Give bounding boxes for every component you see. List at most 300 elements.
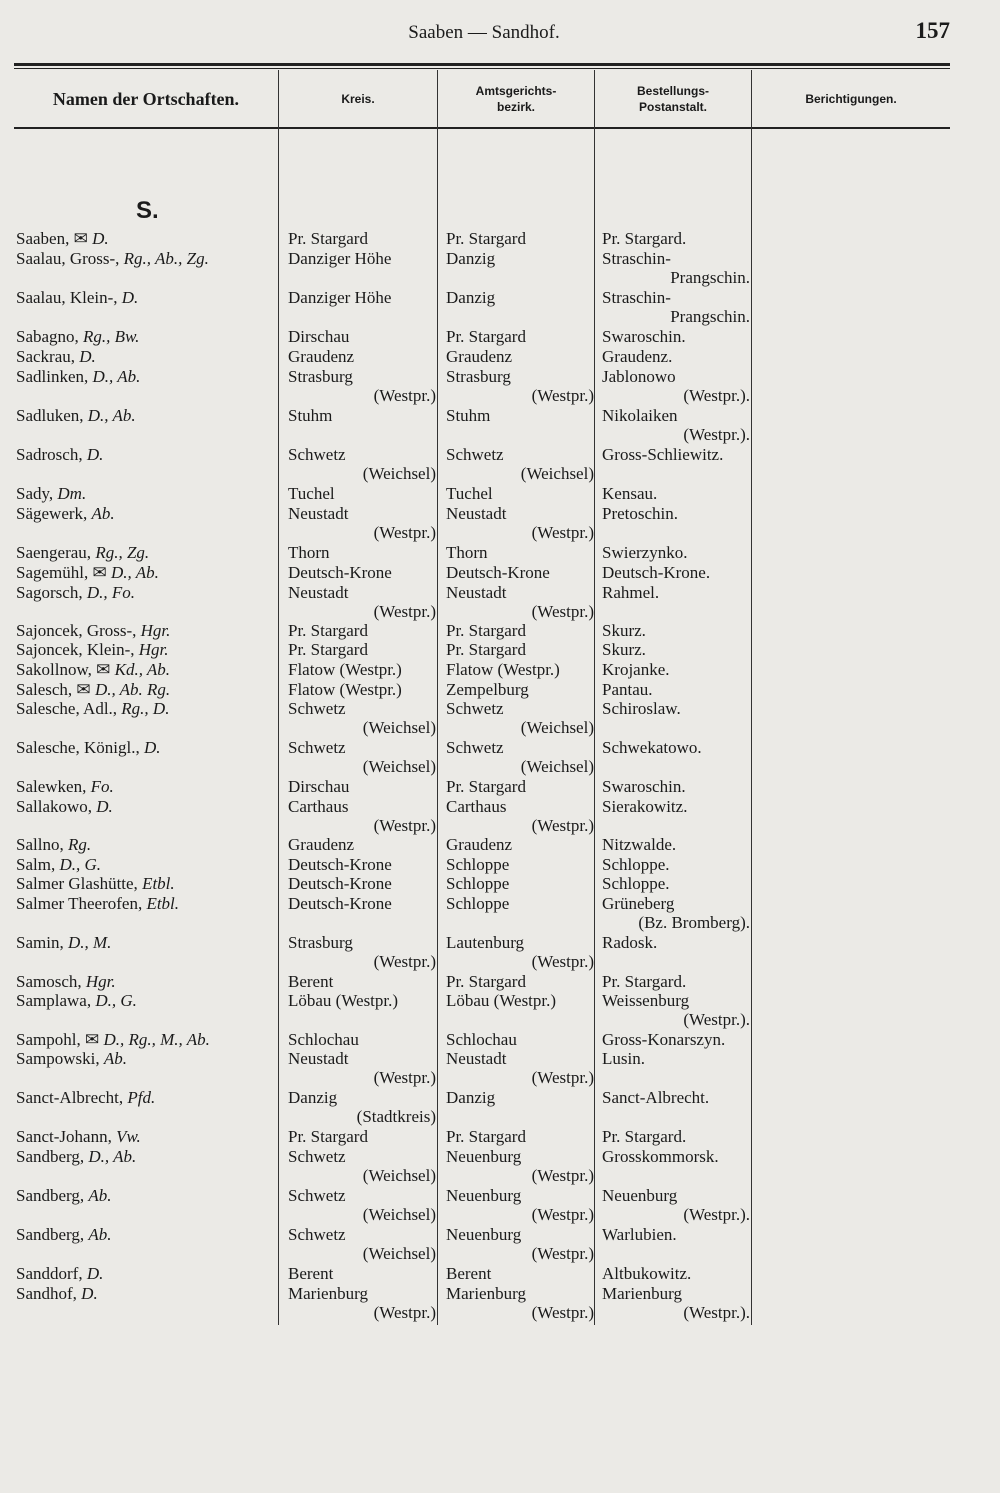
amtsgericht-cell-line: (Westpr.) [531, 1303, 594, 1322]
amtsgericht-cell-line: Neustadt [446, 504, 507, 523]
kreis-cell-line: Deutsch-Krone [288, 874, 392, 893]
amtsgericht-cell [446, 1147, 594, 1185]
place-name [16, 835, 276, 854]
kreis-cell-line: Strasburg [288, 933, 353, 952]
place-name-text: Sajoncek, Gross-, [16, 621, 141, 640]
post-office-cell-line: Straschin- [602, 249, 671, 268]
amtsgericht-cell-line: Schloppe [446, 855, 510, 874]
place-type-abbrev: Etbl. [146, 894, 180, 913]
place-name [16, 855, 276, 874]
amtsgericht-cell [446, 797, 594, 835]
kreis-cell [288, 367, 436, 405]
amtsgericht-cell [446, 621, 594, 640]
place-type-abbrev: Rg., Ab., Zg. [123, 249, 209, 268]
amtsgericht-cell-line: Strasburg [446, 367, 511, 386]
post-office-cell [602, 504, 750, 523]
place-type-abbrev: Hgr. [85, 972, 116, 991]
kreis-cell [288, 738, 436, 776]
post-office-cell-line: Sierakowitz. [602, 797, 688, 816]
amtsgericht-cell [446, 1030, 594, 1049]
kreis-cell [288, 1088, 436, 1126]
kreis-cell [288, 972, 436, 991]
post-office-cell-line: Neuenburg [602, 1186, 678, 1205]
column-header-berichtigungen: Berichtigungen. [805, 91, 897, 106]
page-number: 157 [915, 18, 950, 43]
place-name-text: Sackrau, [16, 347, 80, 366]
amtsgericht-cell [446, 874, 594, 893]
header-rule-bottom [14, 127, 950, 129]
place-name-text: Sägewerk, [16, 504, 92, 523]
place-name [16, 680, 276, 699]
place-type-abbrev: Pfd. [127, 1088, 156, 1107]
kreis-cell-line: Schlochau [288, 1030, 359, 1049]
amtsgericht-cell-line: (Westpr.) [531, 816, 594, 835]
kreis-cell-line: (Westpr.) [373, 952, 436, 971]
amtsgericht-cell [446, 445, 594, 483]
post-office-cell-line: Swierzynko. [602, 543, 688, 562]
kreis-cell [288, 874, 436, 893]
post-office-cell [602, 777, 750, 796]
kreis-cell-line: Pr. Stargard [288, 229, 368, 248]
place-type-abbrev: D. [79, 347, 96, 366]
kreis-cell-line: Dirschau [288, 777, 350, 796]
amtsgericht-cell [446, 1088, 594, 1107]
amtsgericht-cell-line: Neuenburg [446, 1186, 522, 1205]
kreis-cell-line: Berent [288, 972, 334, 991]
post-office-cell [602, 1225, 750, 1244]
place-type-abbrev: D., G. [95, 991, 137, 1010]
post-office-cell [602, 640, 750, 659]
post-office-cell [602, 680, 750, 699]
kreis-cell-line: (Weichsel) [362, 1166, 436, 1185]
post-office-cell [602, 1030, 750, 1049]
post-office-cell-line: Sanct-Albrecht. [602, 1088, 710, 1107]
place-type-abbrev: Hgr. [140, 621, 171, 640]
page-header-title: Saaben — Sandhof. [408, 22, 560, 43]
kreis-cell-line: (Stadtkreis) [356, 1107, 436, 1126]
amtsgericht-cell [446, 1049, 594, 1087]
kreis-cell [288, 406, 436, 425]
place-name [16, 1186, 276, 1205]
column-divider [594, 70, 595, 1325]
place-name [16, 1147, 276, 1166]
place-name [16, 991, 276, 1010]
place-name-text: Sagorsch, [16, 583, 87, 602]
kreis-cell-line: Flatow (Westpr.) [288, 680, 402, 699]
place-name-text: Sanct-Johann, [16, 1127, 117, 1146]
kreis-cell-line: (Westpr.) [373, 523, 436, 542]
place-type-abbrev: D. [86, 445, 104, 464]
place-name [16, 367, 276, 386]
post-office-cell-line: Schloppe. [602, 855, 670, 874]
place-name-text: Sampowski, [16, 1049, 104, 1068]
post-office-cell [602, 835, 750, 854]
kreis-cell-line: Thorn [288, 543, 330, 562]
amtsgericht-cell-line: Flatow (Westpr.) [446, 660, 560, 679]
amtsgericht-cell-line: (Westpr.) [531, 1244, 594, 1263]
amtsgericht-cell-line: (Westpr.) [531, 952, 594, 971]
place-name-text: Samplawa, [16, 991, 96, 1010]
place-name-text: Sandhof, [16, 1284, 82, 1303]
kreis-cell-line: Berent [288, 1264, 334, 1283]
place-type-abbrev: Ab. [91, 504, 115, 523]
amtsgericht-cell-line: Schwetz [446, 445, 504, 464]
post-office-cell [602, 367, 750, 405]
place-name [16, 738, 276, 757]
amtsgericht-cell [446, 347, 594, 366]
amtsgericht-cell-line: Pr. Stargard [446, 327, 526, 346]
post-office-cell [602, 484, 750, 503]
place-name [16, 1127, 276, 1146]
post-office-cell [602, 249, 750, 287]
kreis-cell [288, 660, 436, 679]
place-name-text: Sakollnow, ✉ [16, 660, 115, 679]
amtsgericht-cell-line: Danzig [446, 1088, 496, 1107]
place-name-text: Sampohl, ✉ [16, 1030, 104, 1049]
place-name-text: Sandberg, [16, 1225, 89, 1244]
kreis-cell-line: Danziger Höhe [288, 249, 392, 268]
post-office-cell [602, 1284, 750, 1322]
amtsgericht-cell [446, 484, 594, 503]
amtsgericht-cell [446, 1186, 594, 1224]
amtsgericht-cell [446, 249, 594, 268]
post-office-cell-line: (Westpr.). [683, 425, 750, 444]
kreis-cell-line: Neustadt [288, 583, 349, 602]
place-name [16, 660, 276, 679]
amtsgericht-cell [446, 327, 594, 346]
kreis-cell [288, 583, 436, 621]
place-name-text: Samosch, [16, 972, 86, 991]
place-name-text: Salesche, Königl., [16, 738, 144, 757]
post-office-cell-line: Marienburg [602, 1284, 682, 1303]
kreis-cell [288, 1049, 436, 1087]
place-type-abbrev: D., G. [59, 855, 102, 874]
post-office-cell-line: Warlubien. [602, 1225, 677, 1244]
place-name-text: Sadluken, [16, 406, 88, 425]
place-type-abbrev: Fo. [90, 777, 114, 796]
amtsgericht-cell-line: Stuhm [446, 406, 491, 425]
post-office-cell-line: (Bz. Bromberg). [638, 913, 750, 932]
kreis-cell-line: (Westpr.) [373, 386, 436, 405]
kreis-cell [288, 249, 436, 268]
post-office-cell [602, 933, 750, 952]
post-office-cell-line: Pantau. [602, 680, 653, 699]
post-office-cell [602, 406, 750, 444]
kreis-cell-line: Deutsch-Krone [288, 563, 392, 582]
place-name-text: Sanct-Albrecht, [16, 1088, 128, 1107]
kreis-cell-line: Graudenz [288, 347, 355, 366]
kreis-cell-line: Pr. Stargard [288, 640, 368, 659]
place-name-text: Sady, [16, 484, 58, 503]
kreis-cell-line: (Westpr.) [373, 602, 436, 621]
kreis-cell-line: Schwetz [288, 1147, 346, 1166]
amtsgericht-cell-line: Carthaus [446, 797, 507, 816]
kreis-cell [288, 445, 436, 483]
kreis-cell-line: Schwetz [288, 445, 346, 464]
place-name [16, 797, 276, 816]
place-type-abbrev: Etbl. [142, 874, 175, 893]
place-type-abbrev: D., Fo. [86, 583, 135, 602]
place-type-abbrev: D., M. [67, 933, 112, 952]
kreis-cell [288, 1225, 436, 1263]
amtsgericht-cell-line: (Westpr.) [531, 523, 594, 542]
post-office-cell [602, 347, 750, 366]
amtsgericht-cell-line: Pr. Stargard [446, 777, 526, 796]
place-name [16, 347, 276, 366]
kreis-cell-line: (Weichsel) [362, 757, 436, 776]
kreis-cell [288, 1264, 436, 1283]
kreis-cell-line: (Westpr.) [373, 1303, 436, 1322]
amtsgericht-cell-line: Schloppe [446, 874, 510, 893]
amtsgericht-cell-line: Neuenburg [446, 1225, 522, 1244]
amtsgericht-cell [446, 835, 594, 854]
column-header-post: Bestellungs- Postanstalt. [636, 83, 709, 114]
place-name [16, 583, 276, 602]
amtsgericht-cell-line: Schwetz [446, 699, 504, 718]
kreis-cell-line: Deutsch-Krone [288, 894, 392, 913]
amtsgericht-cell [446, 543, 594, 562]
section-letter: S. [136, 197, 159, 224]
place-name-text: Sabagno, [16, 327, 84, 346]
place-name-text: Salesche, Adl., [16, 699, 122, 718]
kreis-cell-line: (Weichsel) [362, 718, 436, 737]
place-name-text: Sadlinken, [16, 367, 93, 386]
place-name [16, 777, 276, 796]
amtsgericht-cell [446, 855, 594, 874]
post-office-cell-line: Pr. Stargard. [602, 229, 687, 248]
place-name-text: Sandberg, [16, 1147, 89, 1166]
post-office-cell-line: Weissenburg [602, 991, 690, 1010]
place-name-text: Salmer Theerofen, [16, 894, 147, 913]
place-type-abbrev: Vw. [116, 1127, 141, 1146]
kreis-cell-line: Schwetz [288, 1186, 346, 1205]
place-name [16, 249, 276, 268]
place-type-abbrev: D., Ab. [92, 367, 141, 386]
place-name [16, 1264, 276, 1283]
post-office-cell [602, 972, 750, 991]
header-rule-thin [14, 68, 950, 69]
amtsgericht-cell-line: Deutsch-Krone [446, 563, 550, 582]
place-name [16, 1225, 276, 1244]
post-office-cell-line: Altbukowitz. [602, 1264, 692, 1283]
place-name [16, 445, 276, 464]
post-office-cell-line: Graudenz. [602, 347, 673, 366]
kreis-cell [288, 327, 436, 346]
kreis-cell [288, 563, 436, 582]
place-type-abbrev: Rg., Bw. [83, 327, 140, 346]
kreis-cell-line: Schwetz [288, 738, 346, 757]
amtsgericht-cell-line: (Weichsel) [520, 464, 594, 483]
place-type-abbrev: D., Ab. Rg. [94, 680, 171, 699]
place-name [16, 406, 276, 425]
amtsgericht-cell-line: Pr. Stargard [446, 621, 526, 640]
post-office-cell-line: Prangschin. [670, 307, 750, 326]
column-header-amtsgericht: Amtsgerichts- bezirk. [475, 83, 557, 114]
place-name-text: Salesch, ✉ [16, 680, 95, 699]
place-type-abbrev: D. [86, 1264, 104, 1283]
amtsgericht-cell-line: Neuenburg [446, 1147, 522, 1166]
place-name-text: Sandberg, [16, 1186, 89, 1205]
amtsgericht-cell [446, 699, 594, 737]
post-office-cell-line: Skurz. [602, 640, 646, 659]
kreis-cell-line: (Weichsel) [362, 1205, 436, 1224]
kreis-cell [288, 933, 436, 971]
place-type-abbrev: Rg. [67, 835, 92, 854]
place-name [16, 229, 276, 248]
post-office-cell [602, 563, 750, 582]
kreis-cell-line: Pr. Stargard [288, 621, 368, 640]
amtsgericht-cell-line: (Westpr.) [531, 1166, 594, 1185]
kreis-cell-line: Pr. Stargard [288, 1127, 368, 1146]
post-office-cell-line: Schwekatowo. [602, 738, 702, 757]
place-name [16, 327, 276, 346]
kreis-cell-line: Tuchel [288, 484, 335, 503]
amtsgericht-cell [446, 933, 594, 971]
place-name-text: Saaben, ✉ [16, 229, 93, 248]
post-office-cell [602, 855, 750, 874]
kreis-cell [288, 1186, 436, 1224]
amtsgericht-cell-line: Neustadt [446, 583, 507, 602]
post-office-cell [602, 738, 750, 757]
post-office-cell-line: (Westpr.). [683, 1303, 750, 1322]
kreis-cell-line: Strasburg [288, 367, 353, 386]
place-name-text: Sallno, [16, 835, 68, 854]
post-office-cell-line: Pr. Stargard. [602, 972, 687, 991]
place-type-abbrev: Dm. [57, 484, 87, 503]
amtsgericht-cell [446, 777, 594, 796]
kreis-cell [288, 1127, 436, 1146]
kreis-cell-line: Schwetz [288, 699, 346, 718]
post-office-cell-line: (Westpr.). [683, 386, 750, 405]
place-name [16, 484, 276, 503]
amtsgericht-cell [446, 1264, 594, 1283]
post-office-cell [602, 1147, 750, 1166]
kreis-cell [288, 991, 436, 1010]
post-office-cell-line: Skurz. [602, 621, 646, 640]
kreis-cell-line: Graudenz [288, 835, 355, 854]
place-name [16, 933, 276, 952]
post-office-cell-line: Kensau. [602, 484, 658, 503]
place-name [16, 874, 276, 893]
place-name [16, 563, 276, 582]
amtsgericht-cell-line: Pr. Stargard [446, 640, 526, 659]
amtsgericht-cell-line: Pr. Stargard [446, 1127, 526, 1146]
post-office-cell-line: Straschin- [602, 288, 671, 307]
post-office-cell-line: Lusin. [602, 1049, 645, 1068]
post-office-cell-line: Grüneberg [602, 894, 675, 913]
kreis-cell-line: Neustadt [288, 1049, 349, 1068]
place-type-abbrev: D. [81, 1284, 98, 1303]
amtsgericht-cell-line: Marienburg [446, 1284, 526, 1303]
kreis-cell-line: (Westpr.) [373, 1068, 436, 1087]
place-name-text: Salm, [16, 855, 60, 874]
column-header-kreis: Kreis. [341, 91, 375, 106]
place-name [16, 288, 276, 307]
kreis-cell [288, 855, 436, 874]
post-office-cell-line: Schloppe. [602, 874, 670, 893]
place-name [16, 1088, 276, 1107]
place-name-text: Sallakowo, [16, 797, 97, 816]
amtsgericht-cell-line: Schloppe [446, 894, 510, 913]
amtsgericht-cell-line: (Weichsel) [520, 757, 594, 776]
amtsgericht-cell [446, 406, 594, 425]
place-name [16, 972, 276, 991]
amtsgericht-cell [446, 640, 594, 659]
place-name-text: Sanddorf, [16, 1264, 87, 1283]
post-office-cell [602, 229, 750, 248]
amtsgericht-cell [446, 583, 594, 621]
amtsgericht-cell [446, 1127, 594, 1146]
post-office-cell-line: Gross-Schliewitz. [602, 445, 724, 464]
amtsgericht-cell [446, 563, 594, 582]
amtsgericht-cell-line: (Westpr.) [531, 386, 594, 405]
place-name [16, 1030, 276, 1049]
place-name [16, 1049, 276, 1068]
post-office-cell [602, 445, 750, 464]
kreis-cell-line: Dirschau [288, 327, 350, 346]
amtsgericht-cell-line: Danzig [446, 288, 496, 307]
post-office-cell [602, 699, 750, 718]
column-divider [278, 70, 279, 1325]
kreis-cell [288, 1147, 436, 1185]
post-office-cell-line: Swaroschin. [602, 777, 686, 796]
place-name-text: Samin, [16, 933, 68, 952]
amtsgericht-cell-line: Tuchel [446, 484, 493, 503]
kreis-cell-line: Schwetz [288, 1225, 346, 1244]
amtsgericht-cell [446, 680, 594, 699]
amtsgericht-cell-line: Zempelburg [446, 680, 529, 699]
place-type-abbrev: D., Ab. [111, 563, 159, 582]
amtsgericht-cell-line: Lautenburg [446, 933, 525, 952]
post-office-cell [602, 1264, 750, 1283]
post-office-cell [602, 583, 750, 602]
post-office-cell-line: Jablonowo [602, 367, 676, 386]
kreis-cell-line: Flatow (Westpr.) [288, 660, 402, 679]
place-name-text: Salmer Glashütte, [16, 874, 143, 893]
post-office-cell [602, 1088, 750, 1107]
kreis-cell [288, 484, 436, 503]
amtsgericht-cell-line: Graudenz [446, 835, 513, 854]
place-name-text: Saalau, Klein-, [16, 288, 122, 307]
amtsgericht-cell [446, 367, 594, 405]
kreis-cell-line: Marienburg [288, 1284, 368, 1303]
amtsgericht-cell-line: Pr. Stargard [446, 972, 526, 991]
amtsgericht-cell-line: (Westpr.) [531, 602, 594, 621]
kreis-cell [288, 504, 436, 542]
place-name [16, 699, 276, 718]
kreis-cell [288, 288, 436, 307]
amtsgericht-cell [446, 1225, 594, 1263]
amtsgericht-cell-line: Löbau (Westpr.) [446, 991, 557, 1010]
kreis-cell [288, 680, 436, 699]
amtsgericht-cell [446, 738, 594, 776]
kreis-cell-line: Deutsch-Krone [288, 855, 392, 874]
kreis-cell-line: Neustadt [288, 504, 349, 523]
post-office-cell-line: Prangschin. [670, 268, 750, 287]
place-name [16, 504, 276, 523]
amtsgericht-cell-line: Thorn [446, 543, 488, 562]
post-office-cell-line: (Westpr.). [683, 1205, 750, 1224]
post-office-cell-line: Nitzwalde. [602, 835, 677, 854]
post-office-cell-line: Deutsch-Krone. [602, 563, 711, 582]
amtsgericht-cell [446, 991, 594, 1010]
post-office-cell-line: Radosk. [602, 933, 658, 952]
kreis-cell-line: Löbau (Westpr.) [288, 991, 399, 1010]
kreis-cell [288, 543, 436, 562]
post-office-cell [602, 1186, 750, 1224]
column-divider [751, 70, 752, 1325]
post-office-cell-line: Pr. Stargard. [602, 1127, 687, 1146]
